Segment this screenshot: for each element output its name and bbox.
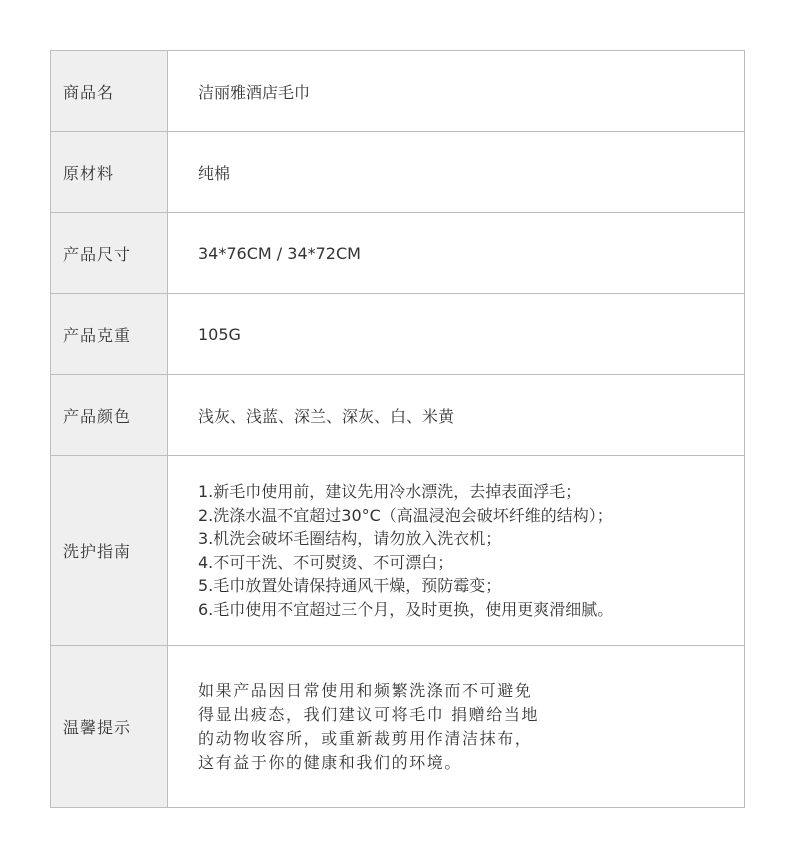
tips-line: 的动物收容所，或重新裁剪用作清洁抹布， — [198, 728, 533, 748]
spec-row-weight — [51, 294, 745, 375]
tips-line: 如果产品因日常使用和频繁洗涤而不可避免 — [198, 680, 533, 700]
spec-label: 原材料 — [51, 132, 168, 213]
tips-line: 这有益于你的健康和我们的环境。 — [198, 752, 463, 772]
spec-label: 产品克重 — [51, 294, 168, 375]
spec-value: 34*76CM / 34*72CM — [168, 213, 745, 294]
spec-value: 洁丽雅酒店毛巾 — [168, 51, 745, 132]
spec-value: 浅灰、浅蓝、深兰、深灰、白、米黄 — [168, 375, 745, 456]
washing-line: 4.不可干洗、不可熨烫、不可漂白； — [198, 552, 454, 572]
tips-text — [168, 646, 745, 808]
washing-guide-text — [168, 456, 745, 646]
spec-row-size — [51, 213, 745, 294]
spec-row-washing-guide — [51, 456, 745, 646]
spec-label: 产品尺寸 — [51, 213, 168, 294]
spec-row-material — [51, 132, 745, 213]
spec-row-colors — [51, 375, 745, 456]
tips-line: 得显出疲态，我们建议可将毛巾 捐赠给当地 — [198, 704, 540, 724]
washing-line: 3.机洗会破坏毛圈结构，请勿放入洗衣机； — [198, 529, 502, 548]
spec-label: 商品名 — [51, 51, 168, 132]
washing-line: 5.毛巾放置处请保持通风干燥，预防霉变； — [198, 576, 502, 595]
washing-line: 1.新毛巾使用前，建议先用冷水漂洗，去掉表面浮毛； — [198, 482, 582, 501]
spec-row-tips — [51, 646, 745, 808]
spec-value: 纯棉 — [168, 132, 745, 213]
spec-row-product-name — [51, 51, 745, 132]
product-spec-table — [50, 50, 745, 808]
spec-value: 105G — [168, 294, 745, 375]
washing-line: 2.洗涤水温不宜超过30°C（高温浸泡会破坏纤维的结构）； — [198, 505, 613, 525]
washing-line: 6.毛巾使用不宜超过三个月，及时更换，使用更爽滑细腻。 — [198, 599, 614, 619]
spec-label: 洗护指南 — [51, 456, 168, 646]
spec-label: 产品颜色 — [51, 375, 168, 456]
spec-label: 温馨提示 — [51, 646, 168, 808]
